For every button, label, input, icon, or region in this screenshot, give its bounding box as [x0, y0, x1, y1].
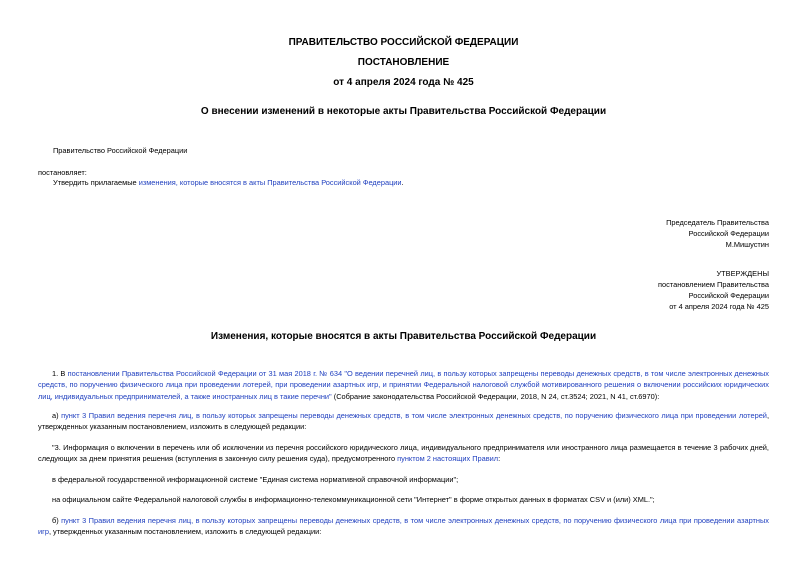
paragraph-a-suffix: , утвержденных указанным постановлением, изложить в следующей редакции:: [38, 411, 770, 432]
signature-name: М.Мишустин: [725, 240, 769, 249]
approved-by: постановлением Правительства: [658, 280, 769, 289]
paragraph-1-prefix: 1. В: [52, 369, 68, 378]
lottery-rules-link[interactable]: пункт 3 Правил ведения перечня лиц, в пользу которых запрещены переводы денежных средств, в том числе электронных денежных средств, по поручению физического лица при проведении лотерей: [61, 411, 767, 420]
approved-heading: УТВЕРЖДЕНЫ: [716, 269, 769, 278]
signature-position: Председатель Правительства: [666, 218, 769, 227]
paragraph-quote-3-suffix: :: [498, 454, 501, 464]
paragraph-b-prefix: б): [52, 516, 62, 525]
paragraph-1-suffix: (Собрание законодательства Российской Федерации, 2018, N 24, ст.3524; 2021, N 41, ст.6970):: [331, 391, 660, 401]
approved-country: Российской Федерации: [688, 291, 769, 300]
document-title: О внесении изменений в некоторые акты Правительства Российской Федерации: [200, 106, 607, 117]
paragraph-quote-3: [38, 442, 769, 465]
changes-title: Изменения, которые вносятся в акты Правительства Российской Федерации: [210, 331, 597, 342]
paragraph-b-suffix: , утвержденных указанным постановлением, изложить в следующей редакции:: [48, 527, 322, 537]
paragraph-b: [38, 515, 769, 538]
paragraph-information-system: в федеральной государственной информационной системе "Единая система нормативной справочной информации";: [52, 475, 459, 484]
document-date-number: от 4 апреля 2024 года № 425: [333, 77, 474, 88]
paragraph-1: [38, 368, 769, 402]
intro-approve-suffix: .: [401, 178, 404, 187]
paragraph-a: [38, 410, 769, 433]
changes-link[interactable]: изменения, которые вносятся в акты Правительства Российской Федерации: [138, 178, 402, 187]
resolution-634-link[interactable]: постановлении Правительства Российской Федерации от 31 мая 2018 г. № 634 "О ведении перечней лиц, в пользу которых запрещены переводы денежных средств, в том числе электронных денежных средств, по поручению физического лица при проведении лотерей, при проведении азартных игр, и принятии Федеральной налоговой службой мотивированного решения о включении российских юридических лиц, индивидуальных предпринимателей, а также иностранных лиц в такие перечни": [38, 369, 769, 401]
paragraph-official-site: на официальном сайте Федеральной налоговой службы в информационно-телекоммуникационной сети "Интернет" в форме открытых данных в форматах CSV и (или) XML.";: [52, 495, 655, 504]
intro-resolves: постановляет:: [38, 168, 87, 177]
intro-approve-prefix: Утвердить прилагаемые: [53, 178, 139, 187]
intro-government: Правительство Российской Федерации: [53, 146, 188, 155]
document-type: ПОСТАНОВЛЕНИЕ: [357, 57, 450, 68]
gambling-rules-link[interactable]: пункт 3 Правил ведения перечня лиц, в пользу которых запрещены переводы денежных средств, в том числе электронных денежных средств, по поручению физического лица при проведении азартных игр: [38, 516, 769, 537]
point-2-link[interactable]: пунктом 2 настоящих Правил: [397, 454, 499, 464]
paragraph-a-prefix: а): [52, 411, 62, 420]
paragraph-quote-3-prefix: "3. Информация о включении в перечень или об исключении из перечня российского юридического лица, индивидуального предпринимателя или иностранного лица размещается в течение 3 рабочих дней, следующих за днем принятия решения (вступления в законную силу решения суда), предусмотренного: [38, 443, 769, 464]
intro-approve-line: [53, 177, 404, 188]
government-title: ПРАВИТЕЛЬСТВО РОССИЙСКОЙ ФЕДЕРАЦИИ: [288, 37, 519, 48]
approved-date-number: от 4 апреля 2024 года № 425: [669, 302, 769, 311]
signature-country: Российской Федерации: [688, 229, 769, 238]
